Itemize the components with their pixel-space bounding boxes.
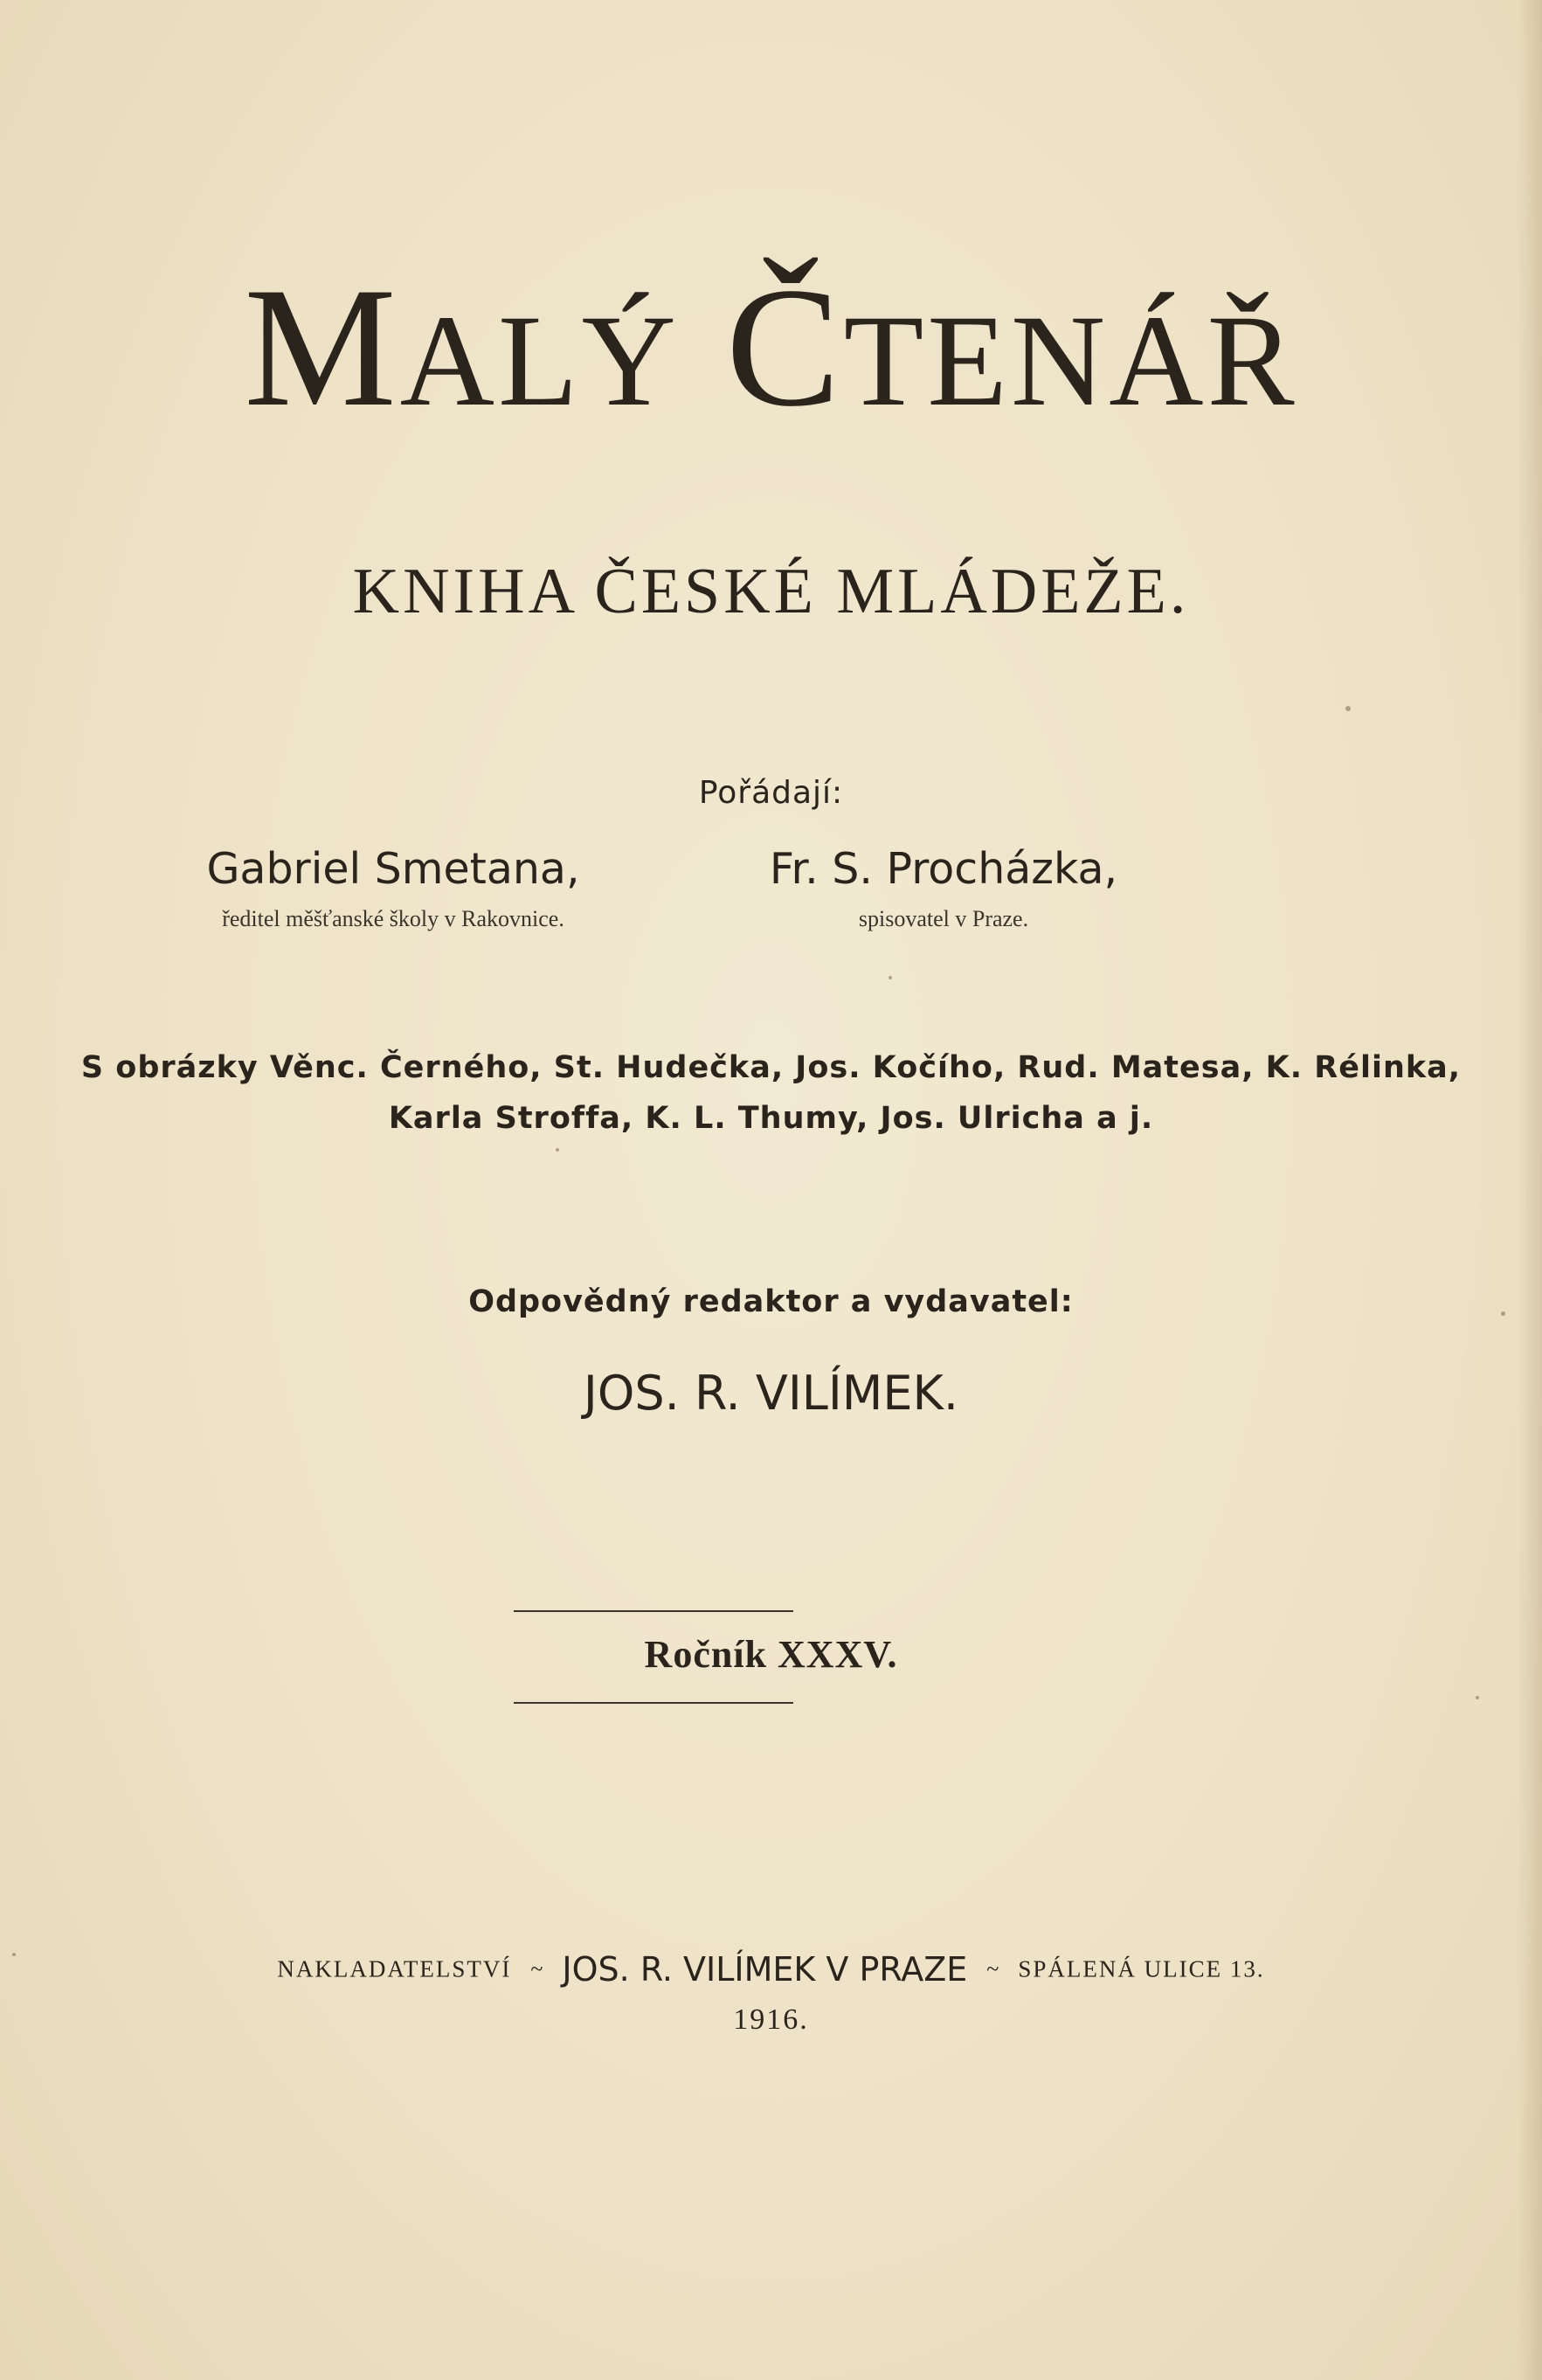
editor-role: ředitel měšťanské školy v Rakovnice. <box>222 906 564 931</box>
editor-right <box>699 844 1188 931</box>
illustrators-line-1: S obrázky Věnc. Černého, St. Hudečka, Jos. Kočího, Rud. Matesa, K. Rélinka, <box>80 1050 1462 1085</box>
publication-year: 1916. <box>733 2003 809 2036</box>
title-rest-2: TENÁŘ <box>843 288 1298 433</box>
title-rest-1: ALÝ <box>399 288 680 433</box>
responsible-editor-name: JOS. R. VILÍMEK. <box>583 1366 959 1421</box>
volume-number: Ročník XXXV. <box>644 1633 898 1676</box>
paper-speck <box>1345 706 1351 711</box>
responsible-editor-label: Odpovědný redaktor a vydavatel: <box>468 1284 1074 1319</box>
paper-speck <box>1501 1311 1505 1316</box>
divider-top <box>514 1610 793 1612</box>
paper-speck <box>556 1148 559 1152</box>
paper-speck <box>1476 1696 1479 1699</box>
book-subtitle: KNIHA ČESKÉ MLÁDEŽE. <box>352 556 1190 627</box>
imprint-middle: JOS. R. VILÍMEK V PRAZE <box>562 1950 968 1989</box>
editor-role: spisovatel v Praze. <box>858 906 1029 931</box>
arranged-by-label: Pořádají: <box>698 775 844 811</box>
title-initial-c: Č <box>725 253 844 442</box>
imprint-left: NAKLADATELSTVÍ <box>277 1955 512 1982</box>
book-title <box>0 253 1542 442</box>
paper-speck <box>889 976 892 979</box>
divider-bottom <box>514 1702 793 1704</box>
imprint-right: SPÁLENÁ ULICE 13. <box>1018 1955 1265 1982</box>
ornament-icon: ~ <box>530 1956 543 1982</box>
publisher-imprint <box>0 1950 1542 1989</box>
editor-name: Gabriel Smetana, <box>206 844 580 894</box>
title-initial-m: M <box>244 253 400 442</box>
editor-name: Fr. S. Procházka, <box>769 844 1118 894</box>
ornament-icon: ~ <box>986 1956 999 1982</box>
illustrators-line-2: Karla Stroffa, K. L. Thumy, Jos. Ulricha a j. <box>388 1101 1154 1136</box>
paper-speck <box>12 1953 16 1956</box>
editor-left <box>105 844 681 931</box>
